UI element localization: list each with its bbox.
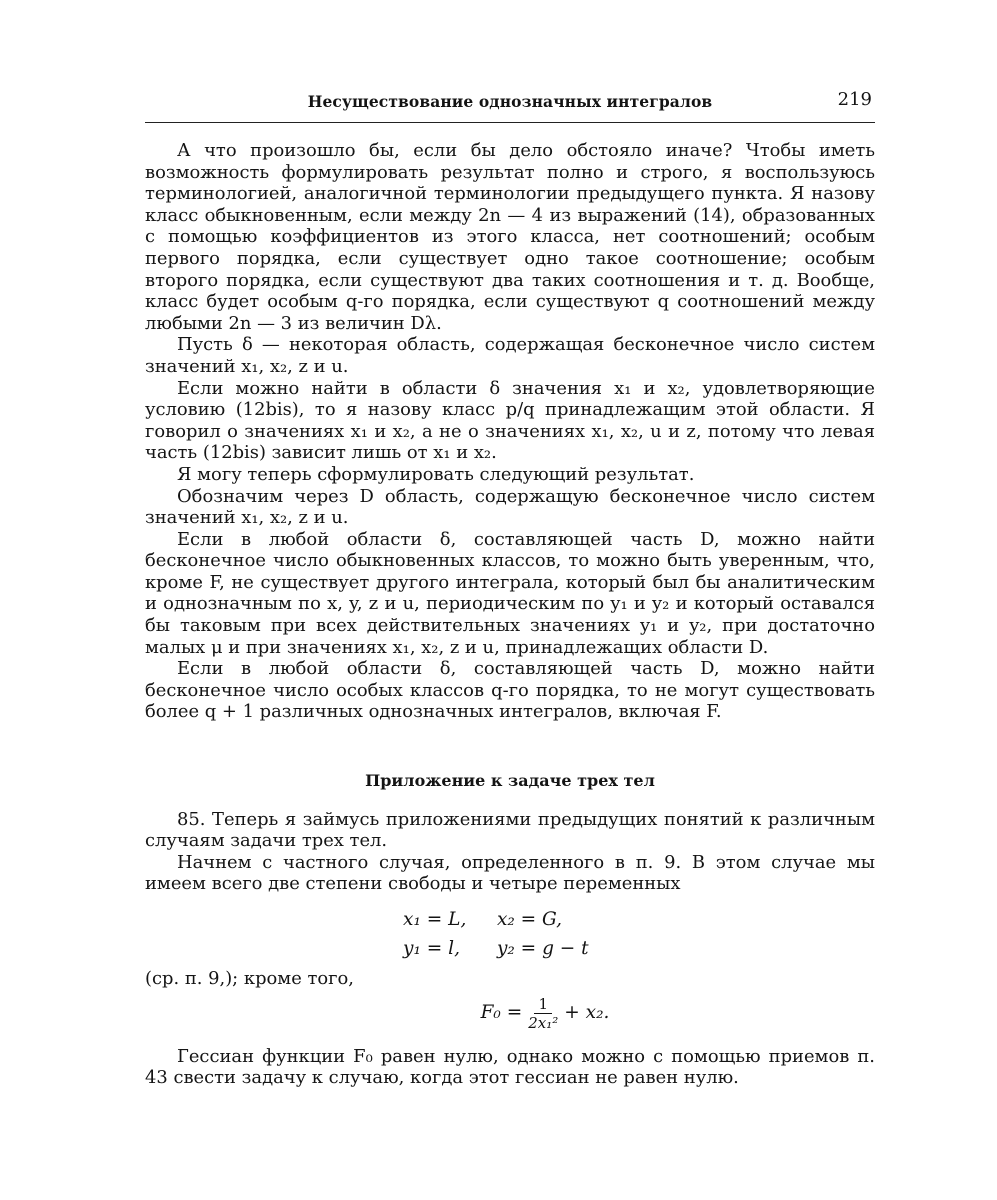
- paragraph: А что произошло бы, если бы дело обстояло иначе? Чтобы иметь возможность формулировать результат полно и строго, я воспользуюсь терминологией, аналогичной терминологии предыдущего пункта. Я назову класс обыкновенным, если между 2n — 4 из выражений (14), образованных с помощью коэффициентов из этого класса, нет соотношений; особым первого порядка, если существует одно такое соотношение; особым второго порядка, если существуют два таких соотношения и т. д. Вообще, класс будет особым q-го порядка, если существуют q соотношений между любыми 2n — 3 из величин Dλ.: [145, 140, 875, 334]
- running-header: [145, 88, 875, 123]
- paragraph: Если можно найти в области δ значения x₁ и x₂, удовлетворяющие условию (12bis), то я назову класс p/q принадлежащим этой области. Я говорил о значениях x₁ и x₂, а не о значениях x₁, x₂, u и z, потому что левая часть (12bis) зависит лишь от x₁ и x₂.: [145, 377, 875, 464]
- hamiltonian-formula: [215, 995, 875, 1032]
- page-body: [145, 140, 875, 1089]
- formula-term: y₁ = l,: [403, 938, 460, 959]
- formula-row: [145, 905, 875, 934]
- paragraph: Если в любой области δ, составляющей часть D, можно найти бесконечное число особых классов q-го порядка, то не могут существовать более q + 1 различных однозначных интегралов, включая F.: [145, 658, 875, 723]
- paragraph: Я могу теперь сформулировать следующий результат.: [177, 463, 695, 485]
- paragraph: Начнем с частного случая, определенного в п. 9. В этом случае мы имеем всего две степени свободы и четыре переменных: [145, 851, 875, 895]
- paragraph: Если в любой области δ, составляющей часть D, можно найти бесконечное число обыкновенных классов, то можно быть уверенным, что, кроме F, не существует другого интеграла, который был бы аналитическим и однозначным по x, y, z и u, периодическим по y₁ и y₂ и который оставался бы таковым при всех действительных значениях y₁ и y₂, при достаточно малых μ и при значениях x₁, x₂, z и u, принадлежащих области D.: [145, 528, 875, 658]
- formula-rhs: + x₂.: [564, 1002, 610, 1024]
- paragraph: Пусть δ — некоторая область, содержащая бесконечное число систем значений x₁, x₂, z и u.: [145, 334, 875, 377]
- section-title: Приложение к задаче трех тел: [365, 771, 655, 791]
- formula-term: x₁ = L,: [403, 909, 467, 930]
- paragraph: Обозначим через D область, содержащую бесконечное число систем значений x₁, x₂, z и u.: [145, 485, 875, 529]
- formula-term: x₂ = G,: [496, 909, 563, 930]
- formula-row: [145, 934, 875, 963]
- variables-formula: [145, 905, 875, 963]
- page-number: 219: [837, 89, 872, 110]
- formula-term: y₂ = g − t: [496, 938, 589, 959]
- fraction: [528, 995, 558, 1032]
- paragraph: 85. Теперь я займусь приложениями предыдущих понятий к различным случаям задачи трех тел.: [145, 808, 875, 852]
- formula-lhs: F₀ =: [480, 1002, 523, 1024]
- fraction-numerator: 1: [534, 995, 552, 1014]
- fraction-denominator: 2x₁²: [528, 1013, 559, 1032]
- paragraph: (ср. п. 9,); кроме того,: [145, 968, 354, 989]
- running-title: Несуществование однозначных интегралов: [307, 92, 713, 111]
- paragraph: Гессиан функции F₀ равен нулю, однако можно с помощью приемов п. 43 свести задачу к случаю, когда этот гессиан не равен нулю.: [145, 1045, 875, 1089]
